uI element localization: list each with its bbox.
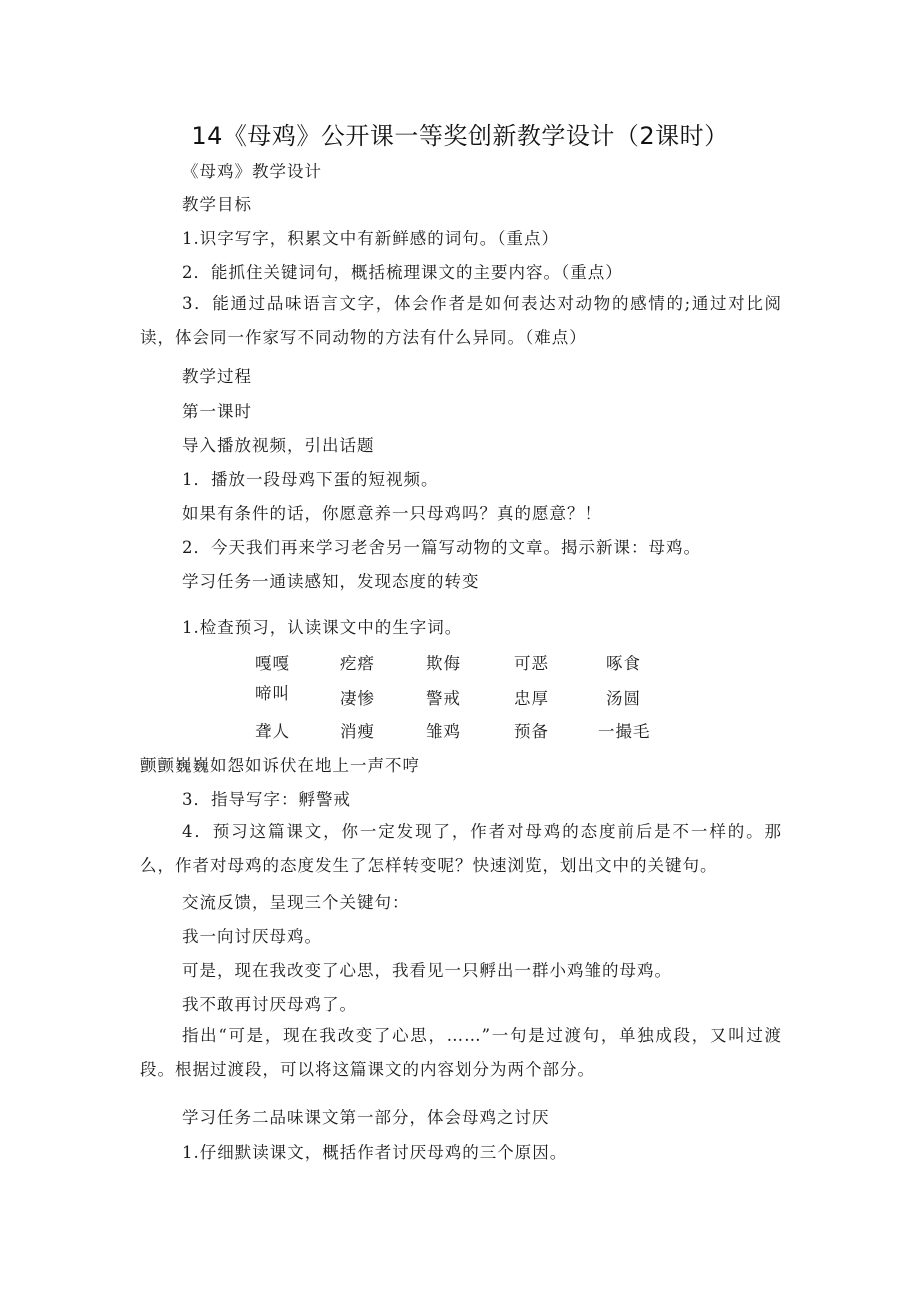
task-1-step-3: 3．指导写字：孵警戒 <box>182 790 351 809</box>
task-2-step-1: 1.仔细默读课文，概括作者讨厌母鸡的三个原因。 <box>182 1143 568 1162</box>
vocab-word: 预备 <box>514 722 549 741</box>
vocab-word: 聋人 <box>255 722 290 741</box>
key-sentence-2: 可是，现在我改变了心思，我看见一只孵出一群小鸡雏的母鸡。 <box>182 961 672 980</box>
lesson-1-heading: 第一课时 <box>182 402 252 421</box>
vocab-word: 欺侮 <box>426 654 461 673</box>
document-title: 14《母鸡》公开课一等奖创新教学设计（2课时） <box>191 122 729 150</box>
key-sentence-1: 我一向讨厌母鸡。 <box>182 927 322 946</box>
intro-step-2: 2．今天我们再来学习老舍另一篇写动物的文章。揭示新课：母鸡。 <box>182 538 701 557</box>
vocab-line-4: 颤颤巍巍如怨如诉伏在地上一声不哼 <box>140 756 420 775</box>
process-heading: 教学过程 <box>182 367 252 386</box>
vocab-word: 消瘦 <box>340 722 375 741</box>
goals-heading: 教学目标 <box>182 195 252 214</box>
task-1-step-1: 1.检查预习，认读课文中的生字词。 <box>182 618 463 637</box>
subtitle: 《母鸡》教学设计 <box>182 162 322 181</box>
vocab-word: 忠厚 <box>514 689 549 708</box>
vocab-word: 可恶 <box>514 654 549 673</box>
key-sentence-3: 我不敢再讨厌母鸡了。 <box>182 995 357 1014</box>
vocab-word: 汤圆 <box>606 689 641 708</box>
task-1-heading: 学习任务一通读感知，发现态度的转变 <box>182 572 480 591</box>
goal-1: 1.识字写字，积累文中有新鲜感的词句。（重点） <box>182 229 559 248</box>
vocab-word: 凄惨 <box>340 689 375 708</box>
vocab-word: 雏鸡 <box>426 722 461 741</box>
vocab-word: 嘎嘎 <box>255 654 290 673</box>
intro-question: 如果有条件的话，你愿意养一只母鸡吗？真的愿意？！ <box>182 504 602 523</box>
vocab-word: 警戒 <box>426 689 461 708</box>
task-2-heading: 学习任务二品味课文第一部分，体会母鸡之讨厌 <box>182 1108 550 1127</box>
vocab-word: 疙瘩 <box>340 654 375 673</box>
feedback-heading: 交流反馈，呈现三个关键句： <box>182 893 410 912</box>
goal-2: 2．能抓住关键词句，概括梳理课文的主要内容。（重点） <box>182 263 623 282</box>
task-1-step-4: 4．预习这篇课文，你一定发现了，作者对母鸡的态度前后是不一样的。那么，作者对母鸡的态度发生了怎样转变呢？快速浏览，划出文中的关键句。 <box>140 822 782 875</box>
transition-paragraph: 指出“可是，现在我改变了心思，……”一句是过渡句，单独成段，又叫过渡段。根据过渡段，可以将这篇课文的内容划分为两个部分。 <box>140 1026 782 1079</box>
intro-step-1: 1．播放一段母鸡下蛋的短视频。 <box>182 470 439 489</box>
vocab-word: 一撮毛 <box>598 722 651 741</box>
goal-3: 3．能通过品味语言文字，体会作者是如何表达对动物的感情的;通过对比阅读，体会同一作家写不同动物的方法有什么异同。（难点） <box>140 294 782 347</box>
intro-heading: 导入播放视频，引出话题 <box>182 436 375 455</box>
vocab-word: 啄食 <box>606 654 641 673</box>
vocab-word: 啼叫 <box>255 684 290 703</box>
